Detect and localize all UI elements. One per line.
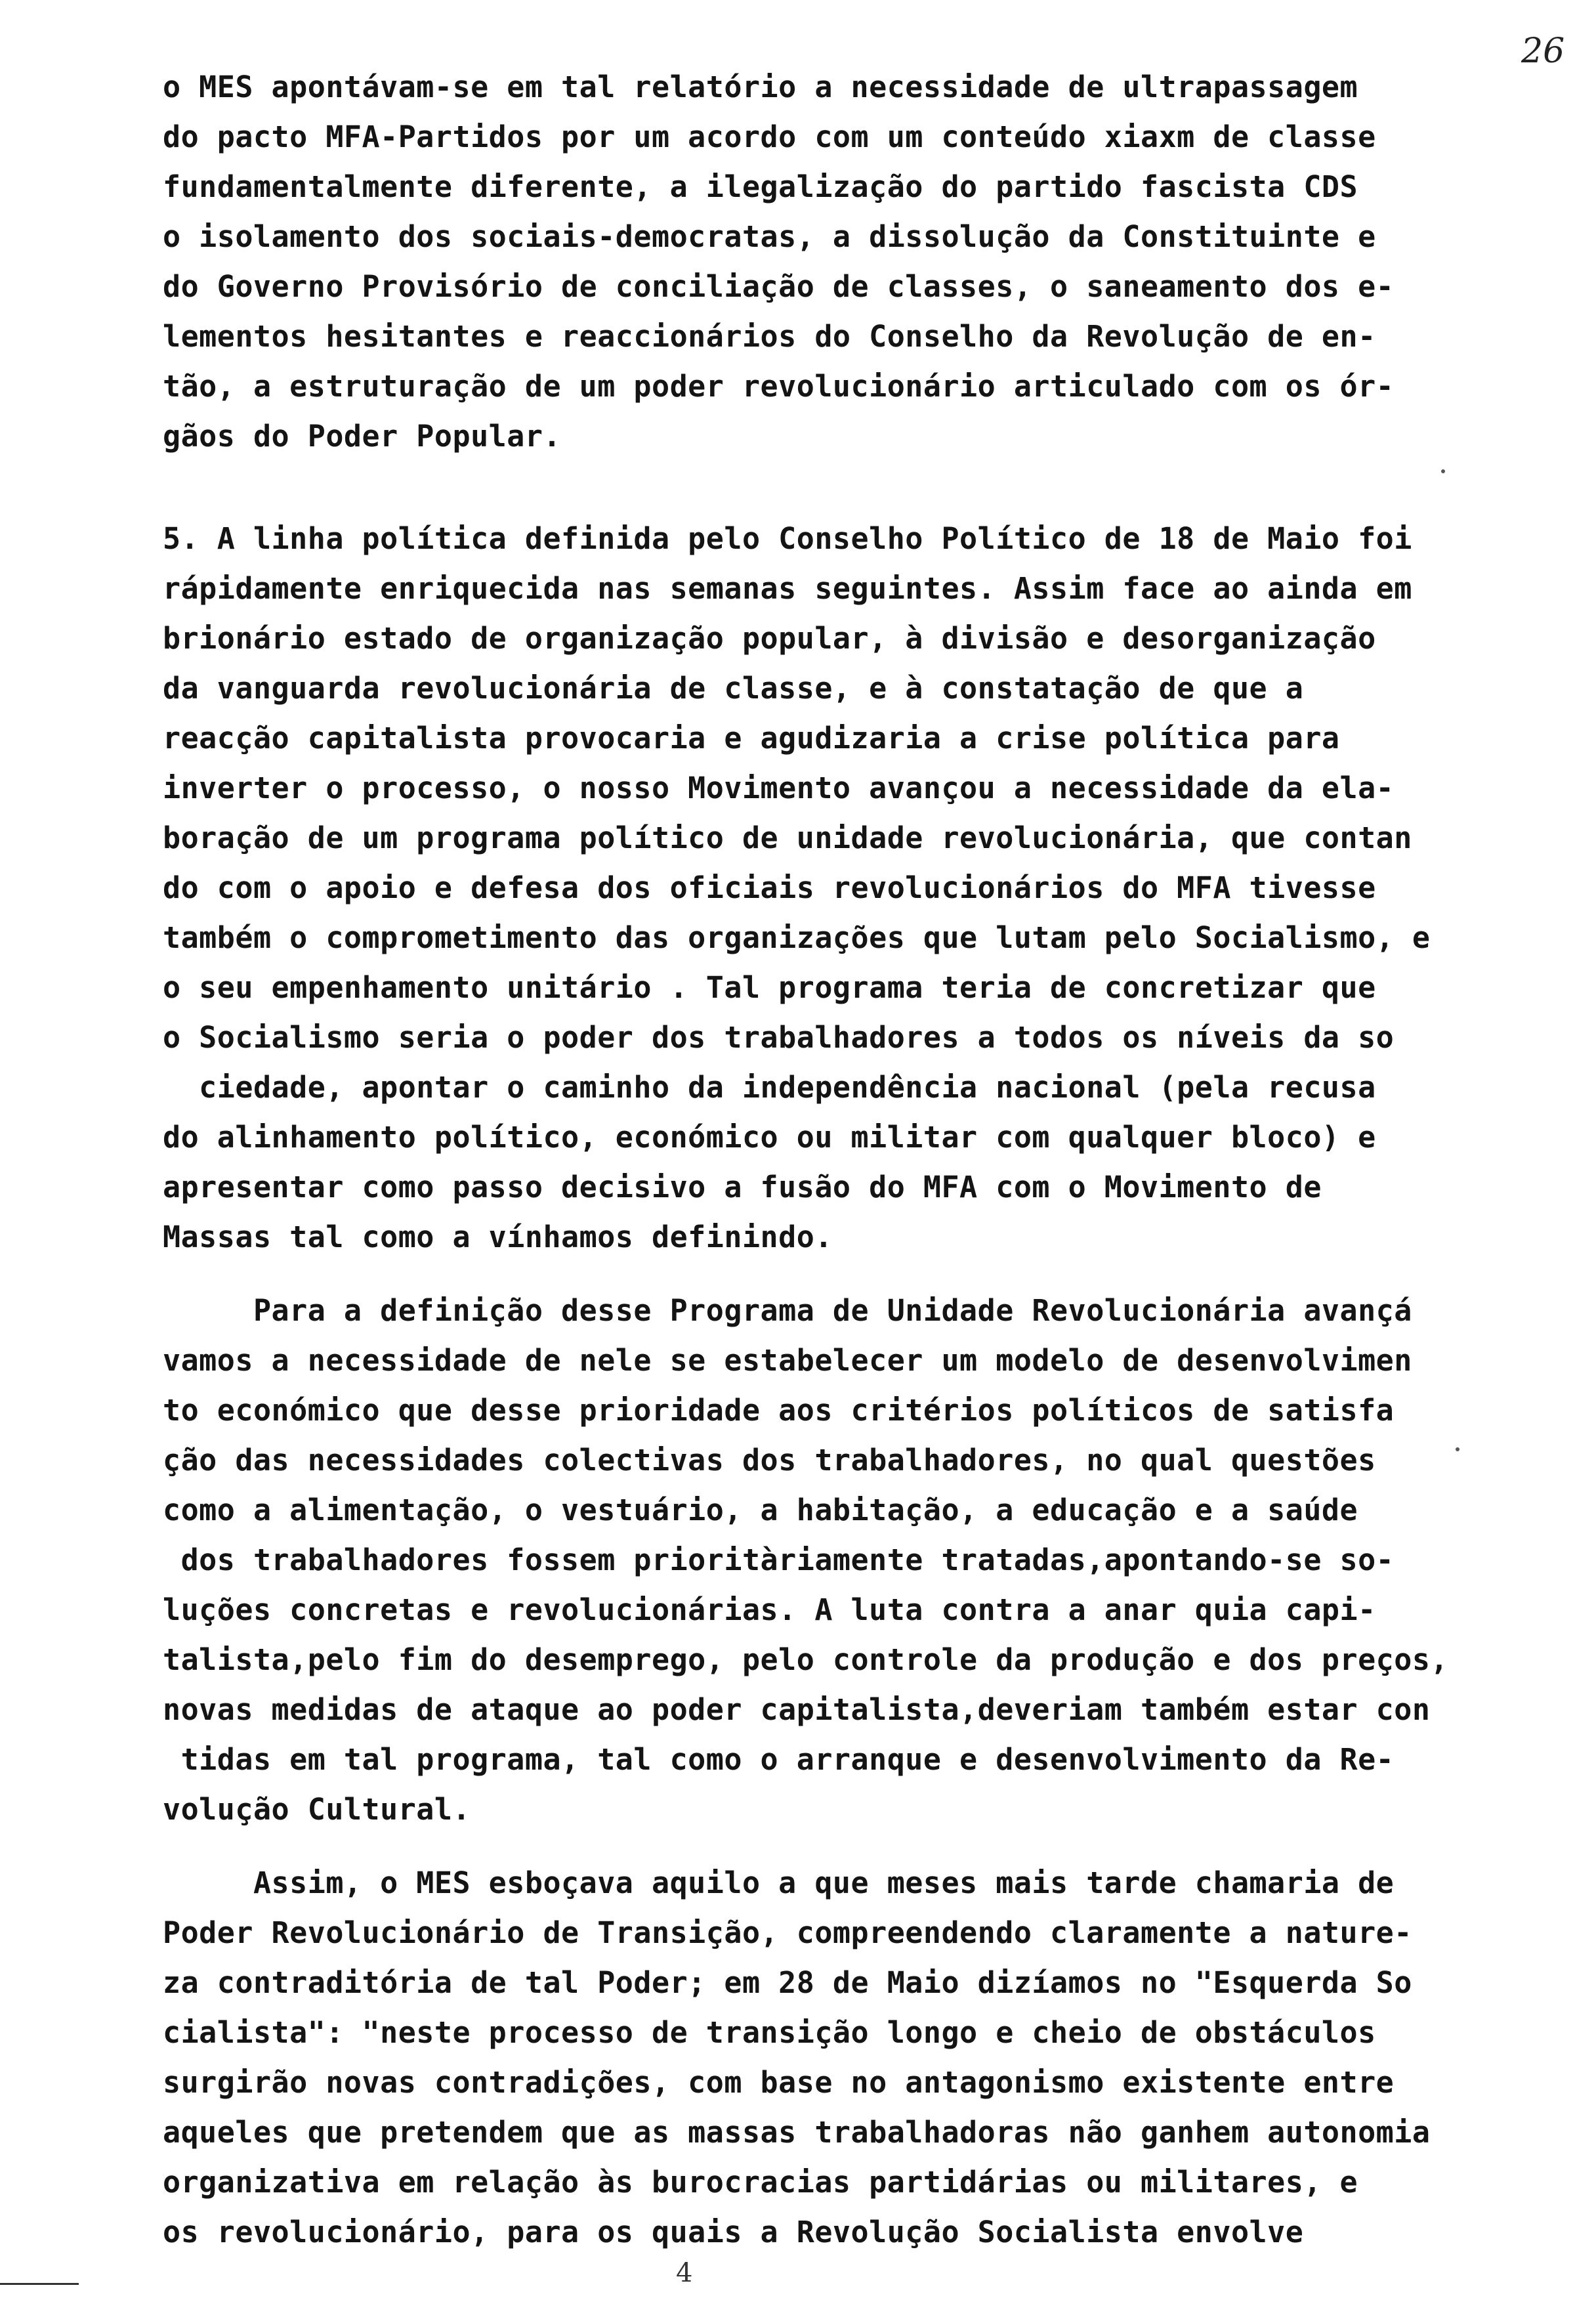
text-line: Massas tal como a vínhamos definindo. [163,1220,833,1254]
text-line: Assim, o MES esboçava aquilo a que meses mais tarde chamaria de [163,1865,1395,1900]
text-line: o seu empenhamento unitário . Tal programa teria de concretizar que [163,970,1376,1005]
text-line: reacção capitalista provocaria e agudizaria a crise política para [163,721,1340,756]
text-line: como a alimentação, o vestuário, a habitação, a educação e a saúde [163,1493,1358,1527]
text-line: do Governo Provisório de conciliação de classes, o saneamento dos e- [163,269,1395,304]
text-line: fundamentalmente diferente, a ilegalização do partido fascista CDS [163,169,1358,204]
text-line: Para a definição desse Programa de Unidade Revolucionária avançá [163,1293,1412,1328]
text-line: do com o apoio e defesa dos oficiais revolucionários do MFA tivesse [163,870,1376,905]
text-line: Poder Revolucionário de Transição, compreendendo claramente a nature- [163,1915,1412,1950]
text-line: ciedade, apontar o caminho da independência nacional (pela recusa [163,1070,1376,1105]
text-line: tidas em tal programa, tal como o arranque e desenvolvimento da Re- [163,1742,1395,1777]
text-line: inverter o processo, o nosso Movimento avançou a necessidade da ela- [163,771,1395,805]
text-line: do pacto MFA-Partidos por um acordo com um conteúdo xiaxm de classe [163,119,1376,154]
text-line: brionário estado de organização popular, à divisão e desorganização [163,621,1376,656]
ink-speck [1456,1447,1460,1451]
text-line: za contraditória de tal Poder; em 28 de Maio dizíamos no "Esquerda So [163,1965,1412,2000]
text-line: ção das necessidades colectivas dos trabalhadores, no qual questões [163,1443,1376,1478]
text-line: gãos do Poder Popular. [163,419,562,454]
ink-speck [1441,469,1445,473]
text-line: to económico que desse prioridade aos critérios políticos de satisfa [163,1393,1395,1428]
text-line: o Socialismo seria o poder dos trabalhadores a todos os níveis da so [163,1020,1395,1055]
text-line: talista,pelo fim do desemprego, pelo controle da produção e dos preços, [163,1642,1449,1677]
text-line: da vanguarda revolucionária de classe, e à constatação de que a [163,671,1304,706]
scan-edge-line [0,2283,79,2285]
text-line: lementos hesitantes e reaccionários do Conselho da Revolução de en- [163,319,1376,354]
text-line: tão, a estruturação de um poder revolucionário articulado com os ór- [163,369,1395,404]
text-line: dos trabalhadores fossem prioritàriamente tratadas,apontando-se so- [163,1543,1395,1577]
text-line: volução Cultural. [163,1792,471,1827]
text-line: surgirão novas contradições, com base no antagonismo existente entre [163,2065,1395,2100]
text-line: os revolucionário, para os quais a Revolução Socialista envolve [163,2215,1304,2249]
text-line: luções concretas e revolucionárias. A luta contra a anar quia capi- [163,1592,1376,1627]
page-number: 26 [1521,32,1565,71]
text-line: o MES apontávam-se em tal relatório a necessidade de ultrapassagem [163,70,1358,104]
text-line: organizativa em relação às burocracias partidárias ou militares, e [163,2165,1358,2200]
text-line: apresentar como passo decisivo a fusão do MFA com o Movimento de [163,1170,1322,1204]
text-line: rápidamente enriquecida nas semanas seguintes. Assim face ao ainda em [163,571,1412,606]
text-line: também o comprometimento das organizações que lutam pelo Socialismo, e [163,920,1431,955]
text-line: 5. A linha política definida pelo Conselho Político de 18 de Maio foi [163,521,1412,556]
text-line: novas medidas de ataque ao poder capitalista,deveriam também estar con [163,1692,1431,1727]
text-line: do alinhamento político, económico ou militar com qualquer bloco) e [163,1120,1376,1155]
footer-mark: 4 [676,2258,693,2288]
text-line: aqueles que pretendem que as massas trabalhadoras não ganhem autonomia [163,2115,1431,2150]
text-line: o isolamento dos sociais-democratas, a dissolução da Constituinte e [163,219,1376,254]
text-line: cialista": "neste processo de transição longo e cheio de obstáculos [163,2015,1376,2050]
text-line: boração de um programa político de unidade revolucionária, que contan [163,820,1412,855]
text-line: vamos a necessidade de nele se estabelecer um modelo de desenvolvimen [163,1343,1412,1378]
